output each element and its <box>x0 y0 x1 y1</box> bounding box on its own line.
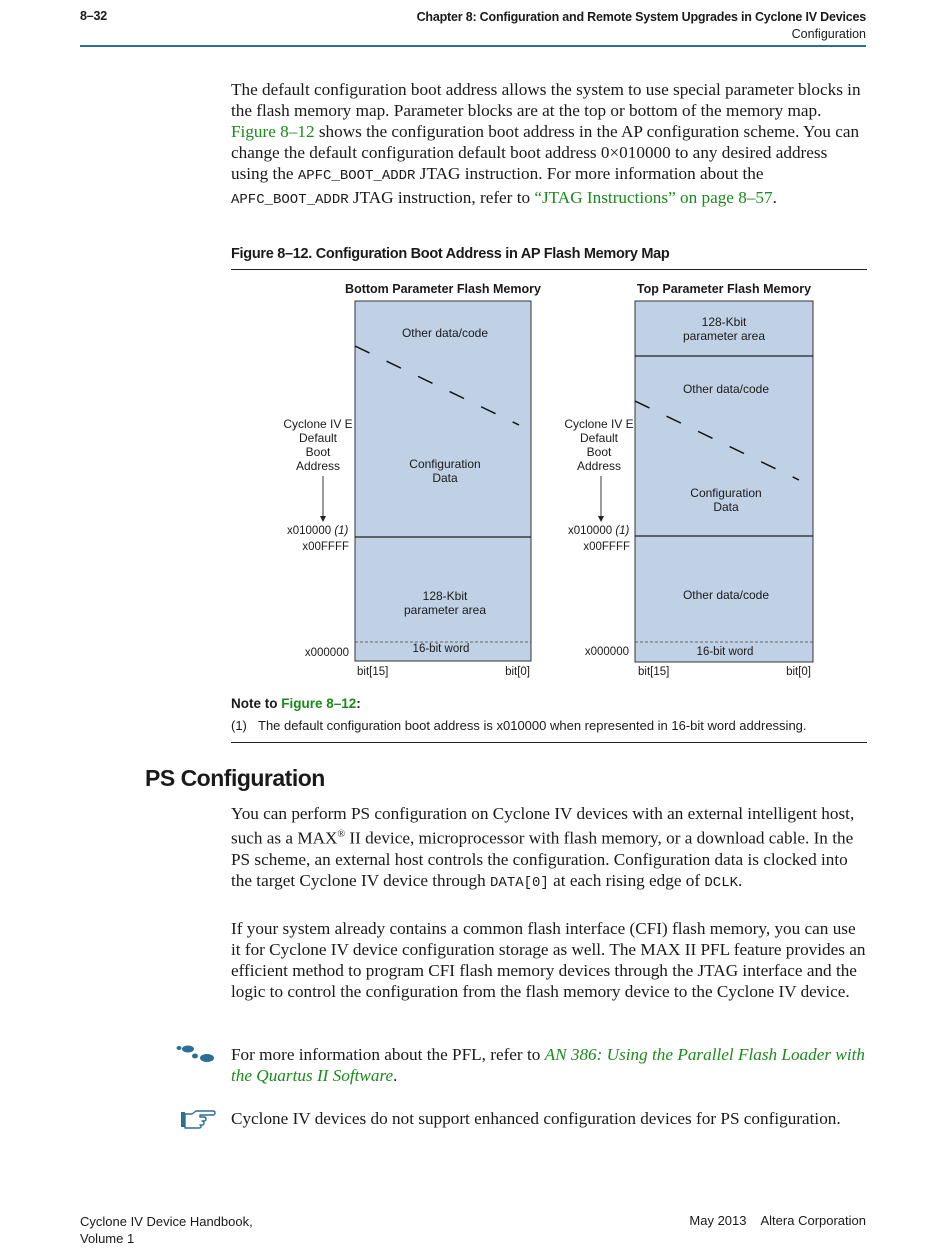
text-run: Note to <box>231 696 282 711</box>
boot-label: Cyclone IV E <box>564 417 634 431</box>
bit-label: bit[15] <box>638 666 670 678</box>
block-label: Other data/code <box>682 588 770 602</box>
word-label: 16-bit word <box>696 646 754 658</box>
figure-link[interactable]: Figure 8–12 <box>281 696 357 711</box>
bit-label: bit[0] <box>786 666 811 678</box>
footer-date: May 2013 <box>689 1213 747 1228</box>
footer-company: Altera Corporation <box>760 1213 866 1228</box>
boot-label: Default <box>298 431 338 445</box>
boot-label: Boot <box>586 445 612 459</box>
address-label: x00FFFF <box>583 541 630 553</box>
code-apfc-boot-addr: APFC_BOOT_ADDR <box>231 192 349 208</box>
code-apfc-boot-addr: APFC_BOOT_ADDR <box>297 168 416 184</box>
footer-line: Cyclone IV Device Handbook, <box>80 1214 253 1229</box>
note-number: (1) <box>231 718 247 733</box>
ps-paragraph-2: If your system already contains a common flash interface (CFI) flash memory, you can use it for Cyclone IV device configuration storage as well. The MAX II PFL feature provides an efficient method to program CFI flash memory devices through the JTAG interface and the logic to control the configuration from the flash memory device to the Cyclone IV device. <box>231 919 866 1001</box>
block-label: 128-Kbit <box>422 589 468 603</box>
text-run: JTAG instruction. For more information about the <box>415 164 764 183</box>
page-number: 8–32 <box>80 9 108 23</box>
figure-link[interactable]: Figure 8–12 <box>231 122 315 141</box>
code-dclk: DCLK <box>704 874 739 891</box>
more-info-paragraph <box>231 1044 867 1086</box>
running-header <box>417 9 866 43</box>
chapter-title: Chapter 8: Configuration and Remote System Upgrades in Cyclone IV Devices <box>416 10 866 24</box>
header-rule <box>80 45 866 47</box>
footsteps-icon <box>176 1045 216 1065</box>
bit-label: bit[15] <box>357 666 389 678</box>
text-run: JTAG instruction, refer to <box>348 188 535 207</box>
address-label: x010000 (1) <box>568 525 630 537</box>
bottom-parameter-map <box>283 282 541 678</box>
section-name: Configuration <box>791 27 866 41</box>
figure-top-rule <box>231 269 867 270</box>
text-run: For more information about the PFL, refer to <box>231 1045 545 1064</box>
block-label: 128-Kbit <box>701 315 747 329</box>
block-label: parameter area <box>403 603 487 617</box>
address-label: x000000 <box>304 647 349 659</box>
footer-publisher <box>689 1213 866 1228</box>
boot-arrow-head <box>320 516 326 522</box>
text-run: You can perform PS configuration on Cyclone IV devices with an external intelligent host, such as a MAX <box>231 804 855 848</box>
block-label: Data <box>713 500 739 514</box>
note-paragraph: Cyclone IV devices do not support enhanced configuration devices for PS configuration. <box>231 1109 841 1128</box>
figure-note-title <box>231 696 361 711</box>
word-label: 16-bit word <box>412 643 470 655</box>
boot-label: Default <box>579 431 619 445</box>
boot-label: Address <box>576 459 622 473</box>
text-run: II device, microprocessor with flash memory, or a download cable. In the PS scheme, an external host controls the configuration. Configuration data is clocked into the target Cyclone IV device through <box>231 828 854 890</box>
address-label: x010000 (1) <box>287 525 349 537</box>
boot-label: Cyclone IV E <box>283 417 353 431</box>
text-run: . <box>738 870 743 890</box>
footer-book-title <box>80 1213 253 1247</box>
bit-label: bit[0] <box>505 666 530 678</box>
figure-caption: Figure 8–12. Configuration Boot Address in AP Flash Memory Map <box>231 246 670 262</box>
block-label: parameter area <box>682 329 766 343</box>
block-label: Other data/code <box>682 382 770 396</box>
text-run: : <box>356 696 361 711</box>
ps-paragraph-1 <box>231 803 867 894</box>
address-label: x000000 <box>584 646 629 658</box>
address-label: x00FFFF <box>302 541 349 553</box>
text-run: . <box>772 188 777 207</box>
map-title: Top Parameter Flash Memory <box>636 282 812 296</box>
top-parameter-map <box>564 282 813 678</box>
an386-link[interactable]: AN 386: Using the Parallel Flash Loader with the Quartus II Software <box>231 1045 865 1085</box>
note-text: The default configuration boot address is x010000 when represented in 16-bit word addressing. <box>258 718 807 733</box>
block-label: Data <box>432 471 458 485</box>
block-label: Configuration <box>409 457 481 471</box>
section-heading: PS Configuration <box>145 765 325 791</box>
text-run: The default configuration boot address allows the system to use special parameter blocks in the flash memory map. Parameter blocks are at the top or bottom of the memory map. <box>231 80 861 120</box>
map-title: Bottom Parameter Flash Memory <box>345 282 541 296</box>
code-data0: DATA[0] <box>490 874 549 891</box>
block-label: Other data/code <box>401 326 489 340</box>
boot-arrow-head <box>598 516 604 522</box>
memory-block <box>635 301 813 662</box>
jtag-instructions-link[interactable]: “JTAG Instructions” on page 8–57 <box>534 188 773 207</box>
intro-paragraph <box>231 79 867 211</box>
pointing-hand-icon <box>180 1108 216 1130</box>
boot-label: Boot <box>305 445 331 459</box>
figure-note-item <box>231 718 807 733</box>
text-run: shows the configuration boot address in the AP configuration scheme. You can change the default configuration default boot address 0×010000 to any desired address using the <box>231 122 860 183</box>
flash-memory-map-figure <box>231 271 867 691</box>
registered-mark: ® <box>337 829 346 840</box>
figure-bottom-rule <box>231 742 867 743</box>
block-label: Configuration <box>690 486 762 500</box>
boot-label: Address <box>295 459 341 473</box>
text-run: . <box>393 1066 398 1085</box>
footer-line: Volume 1 <box>80 1231 135 1246</box>
text-run: at each rising edge of <box>548 870 705 890</box>
